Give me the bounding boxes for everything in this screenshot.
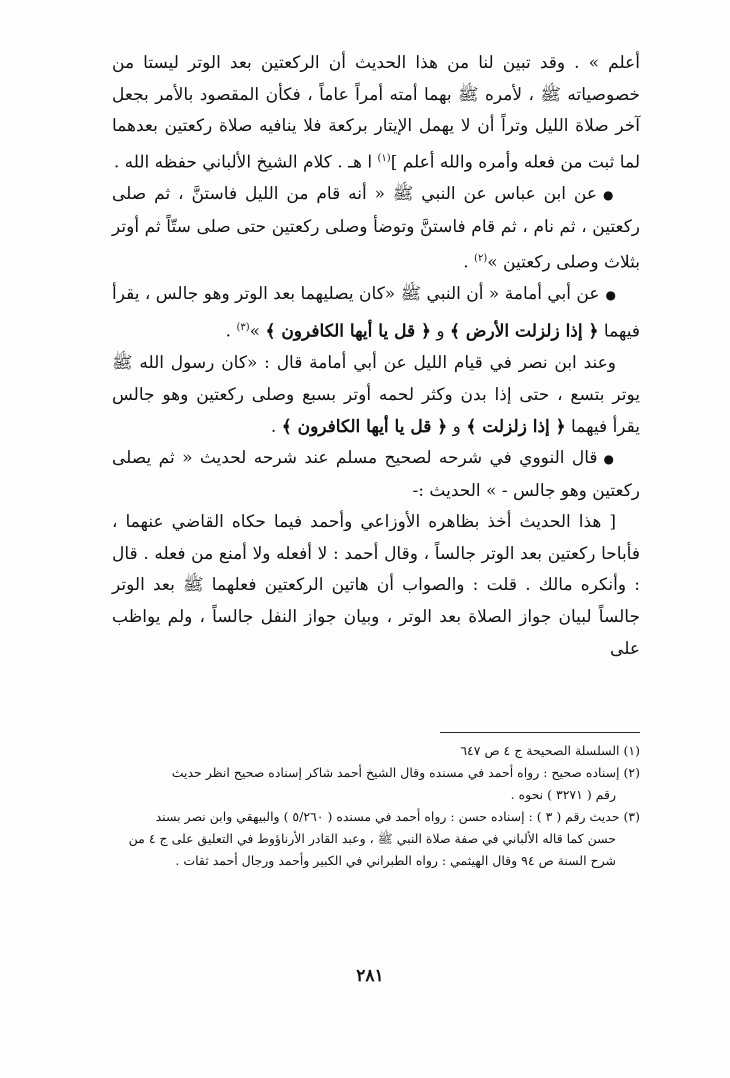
paragraph-3 <box>112 279 640 348</box>
paragraph-6 <box>112 507 640 665</box>
paragraph-4-text: وعند ابن نصر في قيام الليل عن أبي أمامة قال : «كان رسول الله ﷺ يوتر بتسع ، حتى إذا بدن وكثر لحمه أوتر بسبع وصلى ركعتين وهو جالس يقرأ فيهما <box>112 353 640 437</box>
paragraph-3-tail: . <box>225 321 237 342</box>
quran-quote-zalzala-short: ﴿ إذا زلزلت ﴾ <box>466 416 566 437</box>
footnote-ref-2[interactable]: (٢) <box>474 253 488 265</box>
bullet-icon: ● <box>603 452 616 467</box>
paragraph-2-text: عن ابن عباس عن النبي ﷺ « أنه قام من الليل فاستنَّ ، ثم صلى ركعتين ، ثم نام ، ثم قام فاستنَّ وتوضأ وصلى ركعتين حتى صلى ستّاً ثم أوتر بثلاث وصلى ركعتين » <box>112 184 640 273</box>
footnote-2-continued: رقم ( ٣٢٧١ ) نحوه . <box>510 787 616 802</box>
conjunction: و <box>447 416 467 437</box>
paragraph-1-tail: ا هـ . كلام الشيخ الألباني حفظه الله . <box>113 152 378 173</box>
paragraph-5 <box>112 443 640 507</box>
paragraph-6-text: [ هذا الحديث أخذ بظاهره الأوزاعي وأحمد فيما حكاه القاضي عنهما ، فأباحا ركعتين بعد الوتر جالساً ، وقال أحمد : لا أفعله ولا أمنع من فعله . قال : وأنكره مالك . قلت : والصواب أن هاتين الركعتين فعلهما ﷺ بعد الوتر جالساً لبيان جواز الصلاة بعد الوتر ، وبيان جواز النفل جالساً ، ولم يواظب على <box>112 512 640 659</box>
footnote-ref-1[interactable]: (١) <box>377 152 391 164</box>
footnote-2: (٢) إسناده صحيح : رواه أحمد في مسنده وقال الشيخ أحمد شاكر إسناده صحيح انظر حديث <box>171 765 640 780</box>
paragraph-4-tail: . <box>270 416 282 437</box>
quran-quote-zalzala: ﴿ إذا زلزلت الأرض ﴾ <box>450 321 599 342</box>
conjunction: و <box>431 321 451 342</box>
paragraph-2-tail: . <box>463 252 475 273</box>
footnote-3-continued-2: شرح السنة ص ٩٤ وقال الهيثمي : رواه الطبراني في الكبير وأحمد ورجال أحمد ثقات . <box>175 853 616 868</box>
paragraph-2 <box>112 179 640 279</box>
paragraph-1 <box>112 48 640 179</box>
paragraph-3-end: » <box>249 321 266 342</box>
footnote-ref-3[interactable]: (٣) <box>236 322 250 334</box>
quran-quote-kafirun: ﴿ قل يا أيها الكافرون ﴾ <box>281 416 448 437</box>
bullet-icon: ● <box>605 288 616 303</box>
paragraph-4 <box>112 348 640 443</box>
footnote-divider <box>440 732 640 733</box>
paragraph-3-text: عن أبي أمامة « أن النبي ﷺ «كان يصليهما بعد الوتر وهو جالس ، يقرأ فيهما <box>112 284 640 342</box>
footnote-1: (١) السلسلة الصحيحة ج ٤ ص ٦٤٧ <box>460 743 640 758</box>
footnote-3: (٣) حديث رقم ( ٣ ) : إسناده حسن : رواه أحمد في مسنده ( ٥/٢٦٠ ) والبيهقي وابن نصر بسند <box>155 809 640 824</box>
footnote-3-continued-1: حسن كما قاله الألباني في صفة صلاة النبي ﷺ ، وعبد القادر الأرناؤوط في التعليق على ج ٤ من <box>128 831 616 846</box>
quran-quote-kafirun: ﴿ قل يا أيها الكافرون ﴾ <box>265 321 432 342</box>
paragraph-1-text: أعلم » . وقد تبين لنا من هذا الحديث أن الركعتين بعد الوتر ليستا من خصوصياته ﷺ ، لأمره ﷺ بهما أمته أمراً عاماً ، فكأن المقصود بالأمر بجعل آخر صلاة الليل وتراً أن لا يهمل الإيتار بركعة فلا ينافيه صلاة ركعتين بعدهما لما ثبت من فعله وأمره والله أعلم ] <box>112 53 640 173</box>
paragraph-5-text: قال النووي في شرحه لصحيح مسلم عند شرحه لحديث « ثم يصلى ركعتين وهو جالس - » الحديث :- <box>112 448 640 501</box>
page-number: ٢٨١ <box>356 966 384 986</box>
main-text <box>112 48 640 665</box>
bullet-icon: ● <box>603 188 616 203</box>
footnotes <box>112 740 640 872</box>
